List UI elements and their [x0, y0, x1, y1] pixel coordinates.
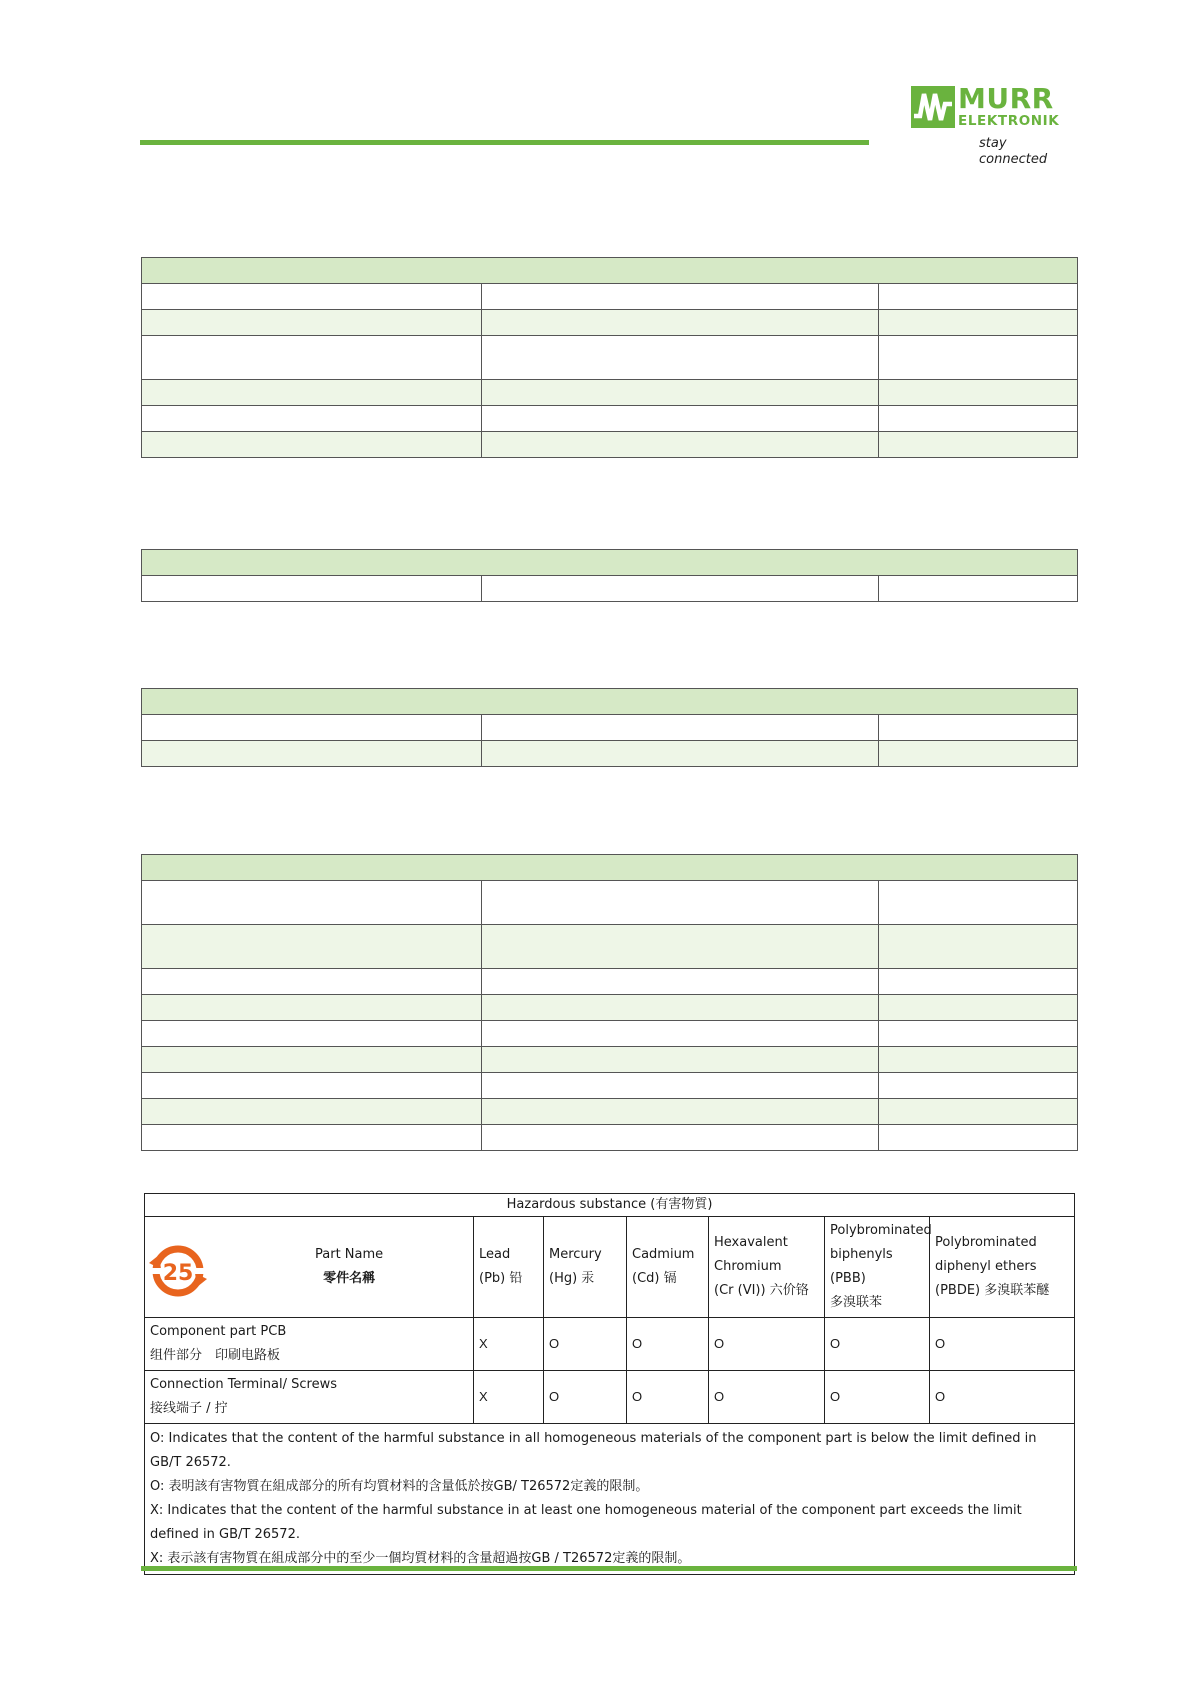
- info-table-3: [141, 688, 1078, 767]
- hazardous-substance-table: [144, 1193, 1075, 1575]
- mercury-value: O: [544, 1371, 627, 1424]
- part-name-cell: Component part PCB 组件部分 印刷电路板: [145, 1318, 474, 1371]
- table-row: [142, 925, 1078, 969]
- table-row: [145, 1371, 1075, 1424]
- table-row: [142, 995, 1078, 1021]
- info-table-1: [141, 257, 1078, 458]
- legend-notes: [145, 1424, 1075, 1575]
- table-row: [142, 1125, 1078, 1151]
- table-row: [142, 576, 1078, 602]
- logo-brand: MURR: [958, 82, 1054, 115]
- cadmium-value: O: [627, 1318, 709, 1371]
- hexavalent-chromium-value: O: [709, 1318, 825, 1371]
- pbde-header: Polybrominated diphenyl ethers (PBDE) 多溴联苯醚: [930, 1217, 1075, 1318]
- pbde-value: O: [930, 1371, 1075, 1424]
- table-row: [142, 741, 1078, 767]
- pbde-value: O: [930, 1318, 1075, 1371]
- header-rule: [140, 140, 869, 145]
- lead-header: Lead (Pb) 铅: [474, 1217, 544, 1318]
- table-header: [142, 689, 1078, 715]
- table-row: [142, 336, 1078, 380]
- table-row: [142, 1073, 1078, 1099]
- table-row: [142, 310, 1078, 336]
- part-name-cell: Connection Terminal/ Screws 接线端子 / 拧: [145, 1371, 474, 1424]
- table-header: [142, 258, 1078, 284]
- table-row: [142, 969, 1078, 995]
- note-x-en: X: Indicates that the content of the harmful substance in at least one homogeneous material of the component part exceeds the limit defined in GB/T 26572.: [150, 1503, 1022, 1542]
- rohs-mark-text: 25: [162, 1261, 194, 1286]
- hazard-table-title: Hazardous substance (有害物質): [145, 1194, 1075, 1217]
- table-row: [142, 284, 1078, 310]
- pbb-header: Polybrominated biphenyls (PBB) 多溴联苯: [825, 1217, 930, 1318]
- pbb-value: O: [825, 1371, 930, 1424]
- table-header: [142, 855, 1078, 881]
- table-row: [142, 380, 1078, 406]
- mercury-value: O: [544, 1318, 627, 1371]
- table-row: [142, 715, 1078, 741]
- part-name-header: [145, 1217, 474, 1318]
- hexavalent-chromium-value: O: [709, 1371, 825, 1424]
- table-row: [142, 1047, 1078, 1073]
- info-table-4: [141, 854, 1078, 1151]
- info-table-2: [141, 549, 1078, 602]
- part-name-en: Part Name: [315, 1247, 384, 1262]
- logo-subtitle: ELEKTRONIK: [958, 113, 1060, 129]
- part-name-cn: 零件名稱: [323, 1271, 376, 1286]
- table-row: [142, 1099, 1078, 1125]
- table-row: [142, 432, 1078, 458]
- logo-slogan: stay connected: [979, 136, 1048, 167]
- company-logo: [911, 82, 1071, 167]
- china-rohs-25-icon: [147, 1241, 209, 1301]
- hexavalent-chromium-header: Hexavalent Chromium (Cr (VI)) 六价铬: [709, 1217, 825, 1318]
- note-x-cn: X: 表示該有害物質在組成部分中的至少一個均質材料的含量超過按GB / T26572定義的限制。: [150, 1551, 691, 1566]
- mercury-header: Mercury (Hg) 汞: [544, 1217, 627, 1318]
- cadmium-value: O: [627, 1371, 709, 1424]
- lead-value: X: [474, 1318, 544, 1371]
- pbb-value: O: [825, 1318, 930, 1371]
- table-row: [142, 881, 1078, 925]
- table-row: [142, 406, 1078, 432]
- cadmium-header: Cadmium (Cd) 镉: [627, 1217, 709, 1318]
- murr-logo-icon: [911, 86, 955, 128]
- table-row: [145, 1318, 1075, 1371]
- table-row: [142, 1021, 1078, 1047]
- note-o-cn: O: 表明該有害物質在組成部分的所有均質材料的含量低於按GB/ T26572定義的限制。: [150, 1479, 649, 1494]
- footer-rule: [141, 1566, 1077, 1571]
- lead-value: X: [474, 1371, 544, 1424]
- note-o-en: O: Indicates that the content of the harmful substance in all homogeneous materials of the component part is below the limit defined in GB/T 26572.: [150, 1431, 1037, 1470]
- table-header: [142, 550, 1078, 576]
